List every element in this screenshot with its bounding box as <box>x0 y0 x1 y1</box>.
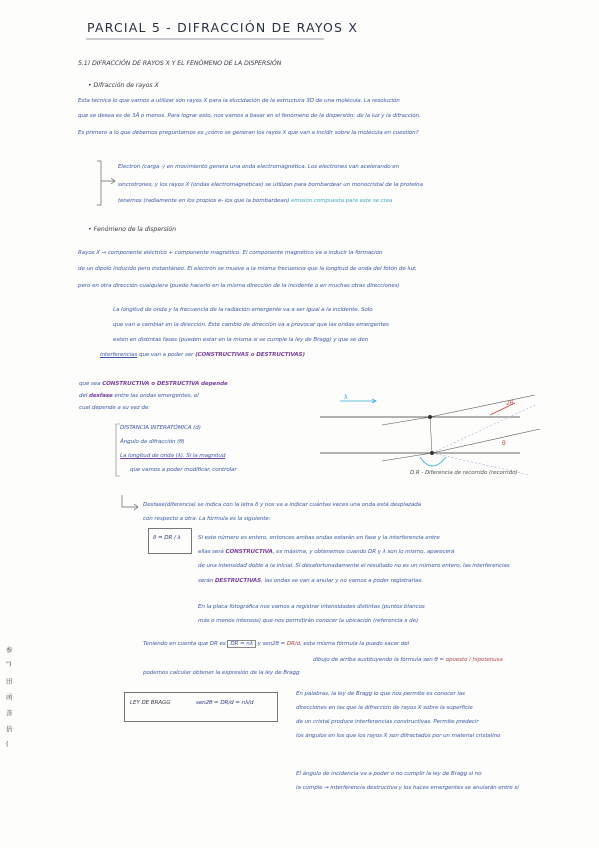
page-title: PARCIAL 5 - DIFRACCIÓN DE RAYOS X <box>87 20 359 35</box>
intro-line-3: Es primero a lo que debemos preguntarnos es ¿cómo se generan los rayos X que van a incidir sobre la molécula en cuestión? <box>78 130 419 136</box>
depend-item-2: Ángulo de difracción (θ) <box>120 439 185 445</box>
bragg-r4: los ángulos en los que los rayos X son difractados por un material cristalino <box>296 733 501 739</box>
desfase-f2: ellas será CONSTRUCTIVA, es máxima, y obtenemos cuando DR y λ son lo mismo, aparecerá <box>198 549 455 555</box>
box1-line-1: Electrón (carga -) en movimiento genera una onda electromagnética. Los electrones van acelerando en <box>118 164 400 170</box>
bragg-r1: En palabras, la ley de Bragg lo que nos permite es conocer las <box>296 691 465 697</box>
formula2-line-3: podemos calcular obtener la expresión de la ley de Bragg <box>143 670 300 676</box>
depend-item-1: DISTANCIA INTERATÓMICA (d) <box>120 425 201 431</box>
intro-line-2: que se desea es de 3Å o menos. Para lograr esto, nos vamos a basar en el fenómeno de la dispersión: de la luz y la difracción. <box>78 113 421 119</box>
section-heading: 5.1) DIFRACCIÓN DE RAYOS X Y EL FENÓMENO DE LA DISPERSIÓN <box>78 60 282 67</box>
side-char-3: 田 <box>6 677 13 685</box>
bragg-s2: la cumple → interferencia destructiva y los haces emergentes se anularán entre sí <box>296 785 519 791</box>
formula2-line-2: dibujo de arriba sustituyendo la fórmula sen θ = opuesto / hipotenusa <box>313 657 503 663</box>
depend-item-4: que vamos a poder modificar, controlar <box>130 467 237 473</box>
bragg-r2: direcciones en las que la difracción de rayos X sobre la superficie <box>296 705 473 711</box>
lambda-line-2: que van a cambiar en la dirección. Este cambio de dirección va a provocar que las ondas emergentes <box>113 322 389 328</box>
dr-label: D.R - Diferencia de recorrido (recorrido) <box>410 470 518 476</box>
lambda-line-4: interferencias que van a poder ser (CONSTRUCTIVAS o DESTRUCTIVAS) <box>100 352 305 358</box>
depend-bracket <box>114 422 122 478</box>
side-char-2: ") <box>6 660 12 668</box>
title-underline <box>86 37 326 41</box>
lambda-line-3: estén en distintas fases (pueden estar en la misma si se cumple la ley de Bragg) y que se den <box>113 337 369 343</box>
bragg-label: LEY DE BRAGG <box>130 700 171 706</box>
desfase-arrow <box>120 495 142 517</box>
bragg-r3: de un cristal produce interferencias constructivas. Permite predecir <box>296 719 479 725</box>
box1-line-2: sincrotrones, y los rayos X (ondas electromagnéticas) se utilizan para bombardear un monocristal de la proteína <box>118 182 423 188</box>
bragg-box <box>124 692 278 722</box>
side-char-6: 倍 <box>6 725 13 733</box>
formula2-line-1: Teniendo en cuenta que DR es DR = nλ y sen2θ = DR/d, esta misma fórmula la puedo sacar del <box>143 641 409 647</box>
lambda-line-1: La longitud de onda y la frecuencia de la radiación emergente va a ser igual a la incidente. Solo <box>113 307 373 313</box>
desfase-f4: serán DESTRUCTIVAS, las ondas se van a anular y no vamos a poder registrarlas. <box>198 578 423 584</box>
intro-line-1: Esta técnica lo que vamos a utilizar son rayos X para la elucidación de la estructura 3D de una molécula. La resolución <box>78 98 400 104</box>
disp-line-2: de un dipolo inducido pero instantáneo. El electrón se mueve a la misma frecuencia que la longitud de onda del fotón de luz, <box>78 266 417 272</box>
depend-line-2: del desfase entre las ondas emergentes, el <box>79 393 199 399</box>
side-char-5: 善 <box>6 709 13 717</box>
desfase-f3: de una intensidad doble a la inicial. Si desafortunadamente el resultado no es un número entero, las interferencias <box>198 563 510 569</box>
desfase-f1: Si este número es entero, entonces ambas ondas estarán en fase y la interferencia entre <box>198 535 440 541</box>
side-char-1: 参 <box>6 646 13 654</box>
side-char-4: 函 <box>6 693 13 701</box>
desfase-line-2: con respecto a otra. La fórmula es la siguiente: <box>143 516 271 522</box>
delta-formula: δ = DR / λ <box>153 535 181 541</box>
lambda-label: λ <box>344 394 348 401</box>
box1-line-3: tenemos (radiamente en los propios e- los que la bombardean) emisión compuesta para este se crea <box>118 198 393 204</box>
desfase-line-1: Desfase(diferencia) se indica con la letra δ y nos va a indicar cuántas veces una onda está desplazada <box>143 502 421 508</box>
photo-line-1: En la placa fotográfica nos vamos a registrar intensidades distintas (puntos blancos <box>198 604 425 610</box>
theta-label: θ <box>502 440 506 447</box>
photo-line-2: más o menos intensos) que nos permitirán conocer la ubicación (referencia x de) <box>198 618 419 624</box>
side-char-7: ( <box>6 740 9 748</box>
bragg-s1: El ángulo de incidencia va a poder o no cumplir la ley de Bragg si no <box>296 771 482 777</box>
depend-item-3: La longitud de onda (λ). Si la magnitud <box>120 453 226 459</box>
formula-box <box>148 528 192 554</box>
disp-line-3: pero en otra dirección cualquiera (puede hacerlo en la misma dirección de la incidente o en muchas otras direcciones) <box>78 283 400 289</box>
bragg-equation: sen2θ = DR/d = nλ/d <box>196 700 254 706</box>
two-theta-label: 2θ <box>506 400 514 407</box>
depend-line-1: que sea CONSTRUCTIVA o DESTRUCTIVA depende <box>79 381 228 387</box>
disp-line-1: Rayos X → componente eléctrico + componente magnético. El componente magnético va a inducir la formación <box>78 250 383 256</box>
subsection-heading: • Difracción de rayos X <box>88 82 159 89</box>
depend-line-3: cual depende a su vez de: <box>79 405 150 411</box>
subsection-heading-2: • Fenómeno de la dispersión <box>88 226 177 233</box>
